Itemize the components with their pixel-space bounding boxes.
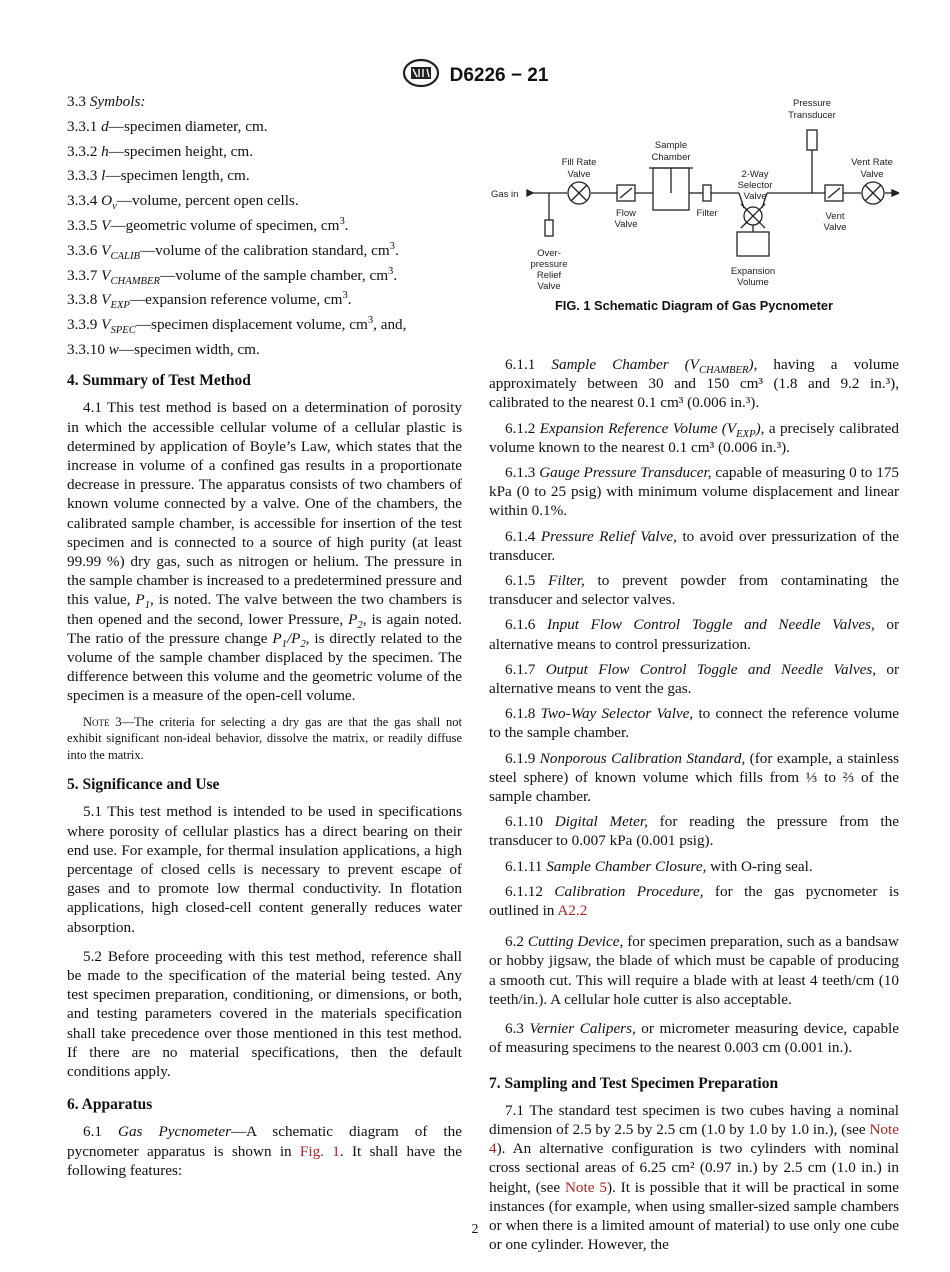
label-overpressure-4: Valve: [537, 281, 561, 292]
note-5-link[interactable]: Note 5: [564, 1178, 607, 1196]
label-sample-chamber-1: Sample: [654, 140, 688, 151]
apparatus-item: 6.1.9 Nonporous Calibration Standard, (for example, a stainless steel sphere) of known volume which fills from ⅓ to ⅔ of the sample chamber.: [489, 749, 900, 806]
right-column: [489, 355, 899, 1260]
apparatus-item: 6.1.7 Output Flow Control Toggle and Needle Valves, or alternative means to vent the gas.: [489, 660, 899, 698]
standard-designation: D6226 − 21: [449, 64, 549, 86]
symbols-list: [67, 117, 462, 359]
note-3: Note 3—The criteria for selecting a dry gas are that the gas shall not exhibit significant non-ideal behavior, dissolve the matrix, or readily diffuse into the matrix.: [67, 714, 463, 762]
symbol-item: 3.3.6 $V_{CALIB}—volume$ of the calibration standard, $cm^3$.: [67, 240, 399, 262]
apparatus-item: 6.1.4 Pressure Relief Valve, to avoid over pressurization of the transducer.: [489, 527, 899, 564]
note-4-link[interactable]: Note 4: [489, 1120, 899, 1158]
label-fill-rate-2: Valve: [567, 169, 591, 180]
label-fill-rate-1: Fill Rate: [561, 157, 597, 168]
paragraph-5-1: 5.1 This test method is intended to be used in specifications where porosity of cellular plastics has a direct bearing on their end use. For example, for thermal insulation applications, a high percentage of closed cells is necessary to prevent escape of gases and to promote low thermal conductivity. In flotation applications, high closed-cell content generally reduces water absorption.: [67, 803, 462, 936]
paragraph-7-1: 7.1 The standard test specimen is two cubes having a nominal dimension of 2.5 by 2.5 by 2.5 cm (1.0 by 1.0 by 1.0 in.), (see Note 4). An alternative configuration is two cylinders with nominal cross sectional areas of 6.25 cm² (0.97 in.) by 2.5 cm (1.0 in.) in height, (see Note 5). It is possible that it will be practical in some instances (for example, when using smaller-sized sample chambers or when there is a limited amount of material) to use only one cube or one cylinder. However, the: [489, 1101, 899, 1254]
apparatus-item: 6.1.5 Filter, to prevent powder from contaminating the transducer and selector valves.: [489, 572, 899, 609]
label-expansion-2: Volume: [737, 277, 769, 288]
label-pressure-transducer-1: Pressure: [792, 98, 832, 109]
label-gas-in: Gas in: [491, 189, 519, 200]
section-5-heading: 5. Significance and Use: [67, 776, 220, 794]
label-expansion-1: Expansion: [730, 266, 776, 277]
label-overpressure-3: Relief: [536, 270, 562, 281]
page-header: [0, 58, 950, 93]
label-sample-chamber-2: Chamber: [651, 152, 691, 163]
section-4-heading: 4. Summary of Test Method: [67, 372, 251, 390]
symbol-item: 3.3.4 $O_v—volume$, percent open cells.: [67, 192, 299, 213]
symbol-item: 3.3.3 l—specimen length, cm.: [67, 167, 250, 185]
symbol-item: 3.3.10 w—specimen width, cm.: [67, 340, 260, 358]
apparatus-item: 6.1.1 Sample Chamber $(V_{CHAMBER})$, having a volume approximately between 30 and 150 cm³ (1.8 and 9.2 in.³), calibrated to the nearest 0.1 cm³ (0.006 in.³).: [489, 356, 900, 412]
symbol-item: 3.3.9 $V_{SPEC}—specimen$ displacement volume, $cm^3$, and,: [67, 315, 407, 337]
label-flow-valve-1: Flow: [615, 208, 637, 219]
apparatus-item: 6.1.3 Gauge Pressure Transducer, capable of measuring 0 to 175 kPa (0 to 25 psig) with minimum volume displacement and linear within 0.1%.: [489, 464, 900, 520]
label-flow-valve-2: Valve: [614, 219, 638, 230]
paragraph-4-1: 4.1 This test method is based on a determination of porosity in which the accessible cellular volume of a cellular plastic is determined by application of Boyle’s Law, which states that the increase in volume of a confined gas results in a proportionate decrease in pressure. The apparatus consists of two chambers of known volume connected by a valve. One of the chambers, the calibrated sample chamber, is accessible for insertion of the test specimen and is connected to a source of high purity (at least 99.99 %) dry gas, such as nitrogen or helium. The pressure in the sample chamber is increased to a predetermined pressure and this value, $P_1$, is noted. The valve between the two chambers is then opened and the second, lower Pressure, $P_2$, is again noted. The ratio of the pressure change $P_1/P_2$, is directly related to the volume of the sample chamber displaced by the specimen. The difference between this volume and the geometric volume of the specimen is a measure of the open-cell volume.: [67, 399, 462, 705]
apparatus-item: 6.1.11 Sample Chamber Closure, with O-ring seal.: [505, 857, 813, 875]
label-pressure-transducer-2: Transducer: [788, 110, 836, 121]
gas-pycnometer-diagram: [489, 92, 899, 302]
label-filter: Filter: [696, 208, 718, 219]
label-overpressure-2: pressure: [530, 259, 568, 270]
a2-2-link[interactable]: A2.2: [557, 902, 588, 920]
symbol-item: 3.3.5 V—geometric volume of specimen, $cm^3$.: [67, 215, 349, 234]
section-6-heading: 6. Apparatus: [67, 1096, 153, 1114]
paragraph-6-1: 6.1 Gas Pycnometer—A schematic diagram of the pycnometer apparatus is shown in Fig. 1. It shall have the following features:: [67, 1123, 463, 1179]
page-number: 2: [471, 1222, 479, 1237]
paragraph-6-3: 6.3 Vernier Calipers, or micrometer measuring device, capable of measuring specimens to the nearest 0.003 cm (0.001 in.).: [489, 1020, 900, 1057]
left-column: [67, 92, 462, 1186]
label-vent-valve-1: Vent: [825, 211, 845, 222]
label-selector-1: 2-Way: [741, 169, 769, 180]
item-6-1-12: 6.1.12 Calibration Procedure, for the gas pycnometer is outlined in A2.2: [489, 882, 899, 920]
label-vent-rate-2: Valve: [860, 169, 884, 180]
label-selector-2: Selector: [737, 180, 773, 191]
apparatus-item: 6.1.8 Two-Way Selector Valve, to connect the reference volume to the sample chamber.: [489, 705, 899, 742]
apparatus-items: [489, 355, 899, 876]
paragraph-6-2: 6.2 Cutting Device, for specimen preparation, such as a bandsaw or hobby jigsaw, the blade of which must be capable of producing a smooth cut. This will require a blade with at least 4 teeth/cm (10 teeth/in.). A cellular hole cutter is also acceptable.: [489, 933, 899, 1008]
figure-1-schematic: [489, 92, 899, 320]
label-vent-rate-1: Vent Rate: [851, 157, 893, 168]
label-overpressure-1: Over-: [537, 248, 561, 259]
symbol-item: 3.3.7 $V_{CHAMBER}—volume$ of the sample chamber, $cm^3$.: [67, 265, 398, 287]
astm-logo: [402, 58, 440, 93]
apparatus-item: 6.1.10 Digital Meter, for reading the pressure from the transducer to 0.007 kPa (0.001 psig).: [489, 813, 899, 850]
symbols-heading: 3.3 Symbols:: [67, 93, 146, 110]
apparatus-item: 6.1.2 Expansion Reference Volume $(V_{EXP})$, a precisely calibrated volume known to the nearest 0.1 cm³ (0.006 in.³).: [489, 419, 899, 456]
symbol-item: 3.3.8 $V_{EXP}—expansion$ reference volume, $cm^3$.: [67, 290, 352, 312]
apparatus-item: 6.1.6 Input Flow Control Toggle and Needle Valves, or alternative means to control pressurization.: [489, 616, 900, 653]
symbol-item: 3.3.1 d—specimen diameter, cm.: [67, 117, 268, 135]
fig-1-link[interactable]: Fig. 1: [299, 1142, 340, 1160]
label-selector-3: Valve: [743, 191, 767, 202]
paragraph-5-2: 5.2 Before proceeding with this test method, reference shall be made to the specification of the material being tested. Any test specimen preparation, conditioning, or dimensions, or both, and testing parameters covered in the materials specification shall take precedence over those mentioned in this test method. If there are no material specifications, then the default conditions apply.: [67, 947, 462, 1080]
section-7-heading: 7. Sampling and Test Specimen Preparation: [489, 1074, 779, 1092]
symbol-item: 3.3.2 h—specimen height, cm.: [67, 142, 254, 160]
figure-caption: FIG. 1 Schematic Diagram of Gas Pycnometer: [554, 298, 834, 313]
label-vent-valve-2: Valve: [823, 222, 847, 233]
